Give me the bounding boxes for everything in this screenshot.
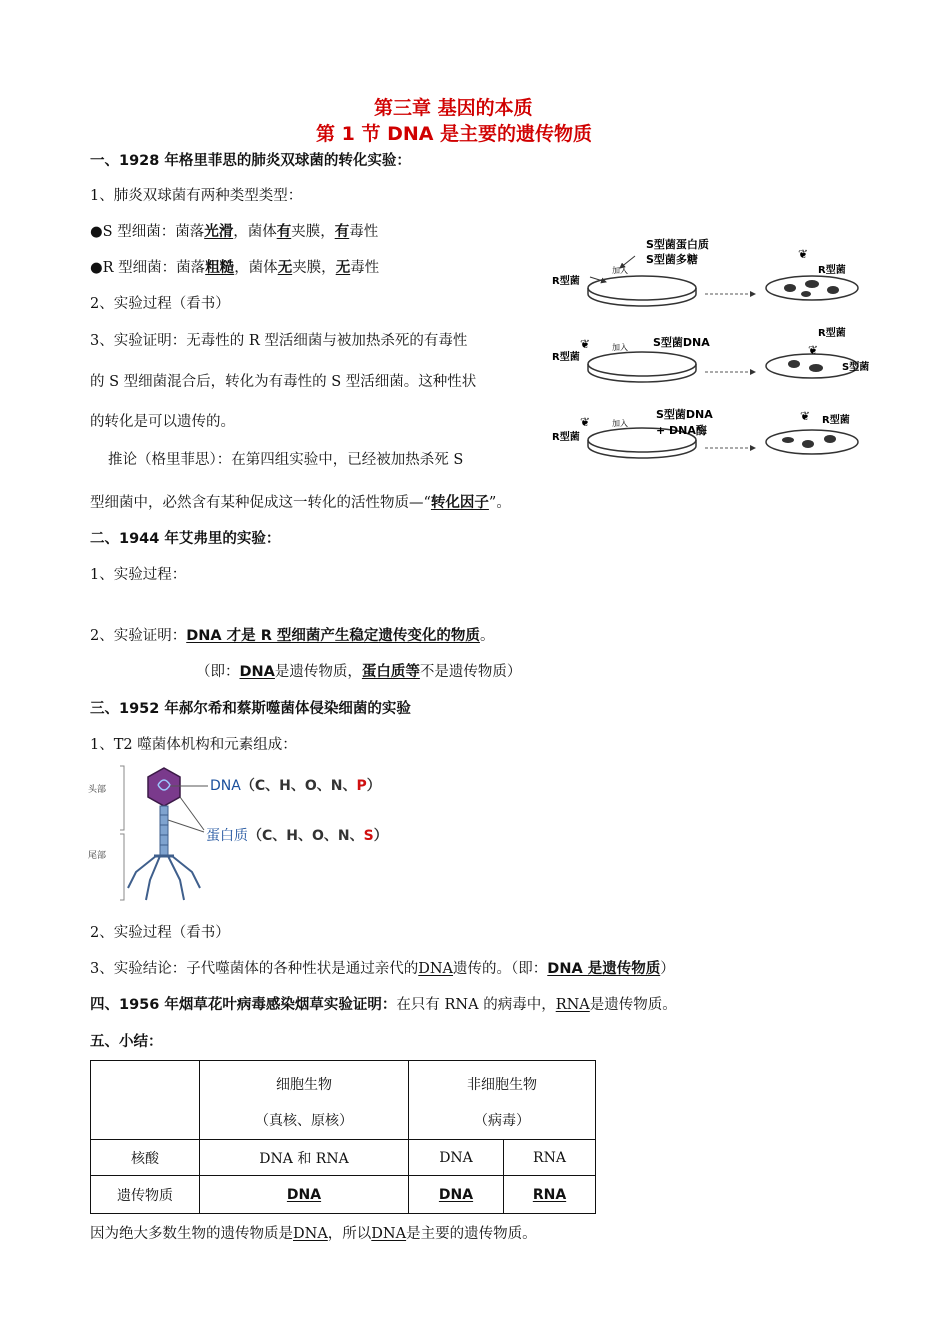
text: 是主要的遗传物质。 xyxy=(406,1226,537,1242)
text: ，菌体 xyxy=(234,260,278,276)
text: ，所以 xyxy=(327,1226,372,1242)
r-type-line xyxy=(90,256,379,277)
phage-tail xyxy=(160,806,168,856)
keyword: DNA xyxy=(293,1226,328,1242)
s2-line2 xyxy=(90,624,494,645)
header-cellular: 细胞生物 xyxy=(276,1077,332,1093)
row2-result2: S型菌 xyxy=(842,362,870,373)
header-cellular-sub: （真核、原核） xyxy=(255,1113,353,1129)
table-cell: RNA xyxy=(504,1140,596,1176)
s3-line2: 2、实验过程（看书） xyxy=(90,925,230,941)
row2-result1: R型菌 xyxy=(818,328,846,339)
bacteria-icon: ❦ xyxy=(800,409,811,423)
paren: ） xyxy=(373,828,388,844)
s5-heading: 五、小结： xyxy=(90,1034,163,1050)
s3-line3 xyxy=(90,957,675,978)
text: 夹膜， xyxy=(292,260,336,276)
s1-line3a: 3、实验证明：无毒性的 R 型活细菌与被加热杀死的有毒性 xyxy=(90,333,468,349)
bacteria-icon: ❦ xyxy=(798,247,809,261)
s1-line3b: 的 S 型细菌混合后，转化为有毒性的 S 型活细菌。这种性状 xyxy=(90,374,477,390)
elements: （C、H、O、N、 xyxy=(248,828,364,844)
bacteria-icon: ❦ xyxy=(808,343,819,357)
keyword: DNA 才是 R 型细菌产生稳定遗传变化的物质 xyxy=(186,628,480,644)
row3-substance2: + DNA酶 xyxy=(656,424,707,437)
text: ●S 型细菌：菌落 xyxy=(90,224,205,240)
r-label: R型菌 xyxy=(552,352,580,363)
text: 因为绝大多数生物的遗传物质是 xyxy=(90,1226,293,1242)
s1-line2: 2、实验过程（看书） xyxy=(90,296,230,312)
keyword: DNA xyxy=(371,1226,407,1242)
elements: （C、H、O、N、 xyxy=(240,778,357,794)
s1-line1: 1、肺炎双球菌有两种类型类型： xyxy=(90,188,303,204)
keyword: 粗糙 xyxy=(205,260,235,276)
phage-head xyxy=(148,768,180,806)
text: 2、实验证明： xyxy=(90,628,187,644)
element-s: S xyxy=(363,828,374,844)
r-label: R型菌 xyxy=(552,276,580,287)
text: 是遗传物质。 xyxy=(589,997,677,1013)
chapter-title: 第三章 基因的本质 xyxy=(374,97,533,119)
paren: ） xyxy=(366,778,381,794)
bacteria-icon: ❦ xyxy=(580,415,591,429)
s4-heading: 四、1956 年烟草花叶病毒感染烟草实验证明： xyxy=(90,997,397,1013)
r-label: R型菌 xyxy=(552,432,580,443)
s-type-line xyxy=(90,220,378,241)
text: ●R 型细菌：菌落 xyxy=(90,260,206,276)
keyword: DNA xyxy=(286,1186,322,1203)
s2-line3 xyxy=(196,660,521,681)
text: ”。 xyxy=(488,495,511,511)
griffith-experiment-figure xyxy=(550,236,880,468)
protein-composition xyxy=(206,828,388,844)
add-label: 加入 xyxy=(612,419,628,428)
keyword: 光滑 xyxy=(204,224,234,240)
text: 是遗传物质， xyxy=(274,664,362,680)
table-row xyxy=(91,1140,596,1176)
inference-line2 xyxy=(90,491,511,512)
dna-composition xyxy=(210,778,381,794)
final-line xyxy=(90,1222,537,1243)
add-label: 加入 xyxy=(612,343,628,352)
row2 xyxy=(552,326,869,382)
bacteria-icon: ❦ xyxy=(580,337,591,351)
row1-substance: S型菌蛋白质 xyxy=(646,238,709,251)
table-header-cell xyxy=(409,1061,596,1140)
s4-line xyxy=(90,993,677,1014)
element-p: P xyxy=(356,778,367,794)
s1-line3c: 的转化是可以遗传的。 xyxy=(90,414,235,430)
text: 夹膜， xyxy=(291,224,335,240)
keyword: 有 xyxy=(334,224,350,240)
text: ） xyxy=(660,961,675,977)
text: ，菌体 xyxy=(233,224,277,240)
keyword: RNA xyxy=(532,1186,567,1203)
keyword: 无 xyxy=(335,260,351,276)
row2-substance: S型菌DNA xyxy=(653,336,710,349)
summary-table xyxy=(90,1060,596,1214)
table-cell: 核酸 xyxy=(91,1140,200,1176)
row1-result: R型菌 xyxy=(818,265,846,276)
text: 。 xyxy=(479,628,495,644)
table-header-cell xyxy=(200,1061,409,1140)
table-cell: DNA xyxy=(409,1140,504,1176)
dna-label: DNA xyxy=(210,778,241,794)
keyword: DNA xyxy=(438,1186,474,1203)
add-label: 加入 xyxy=(612,266,628,275)
table-cell xyxy=(504,1176,596,1214)
row1-substance2: S型菌多糖 xyxy=(646,253,698,266)
keyword: DNA 是遗传物质 xyxy=(547,961,661,977)
keyword: DNA xyxy=(239,664,275,680)
text: 不是遗传物质） xyxy=(419,664,522,680)
keyword: RNA xyxy=(555,997,590,1013)
row3-substance: S型菌DNA xyxy=(656,408,713,421)
keyword: 有 xyxy=(276,224,292,240)
text: 遗传的。（即： xyxy=(453,961,548,977)
table-header-row xyxy=(91,1061,596,1140)
keyword: 无 xyxy=(277,260,293,276)
text: 毒性 xyxy=(349,224,379,240)
inference-line1: 推论（格里菲思）：在第四组实验中，已经被加热杀死 S xyxy=(108,452,464,468)
s3-line1: 1、T2 噬菌体机构和元素组成： xyxy=(90,737,297,753)
text: （即： xyxy=(196,664,240,680)
header-noncellular: 非细胞生物 xyxy=(467,1077,537,1093)
table-cell: DNA 和 RNA xyxy=(200,1140,409,1176)
s3-heading: 三、1952 年郝尔希和蔡斯噬菌体侵染细菌的实验 xyxy=(90,701,411,717)
text: 在只有 RNA 的病毒中， xyxy=(396,997,556,1013)
head-label: 头部 xyxy=(88,785,107,795)
table-row xyxy=(91,1176,596,1214)
table-cell: 遗传物质 xyxy=(91,1176,200,1214)
row3 xyxy=(552,407,858,458)
petri-dish xyxy=(588,276,696,300)
table-cell xyxy=(409,1176,504,1214)
phage-figure xyxy=(88,760,398,906)
protein-label: 蛋白质 xyxy=(206,828,248,844)
header-noncellular-sub: （病毒） xyxy=(474,1113,530,1129)
s2-line1: 1、实验过程： xyxy=(90,567,187,583)
keyword: 蛋白质等 xyxy=(361,664,420,680)
row3-result: R型菌 xyxy=(822,415,850,426)
table-cell xyxy=(200,1176,409,1214)
text: 3、实验结论：子代噬菌体的各种性状是通过亲代的 xyxy=(90,961,419,977)
row1 xyxy=(552,237,858,306)
keyword: 转化因子 xyxy=(430,495,489,511)
s2-heading: 二、1944 年艾弗里的实验： xyxy=(90,531,281,547)
tail-label: 尾部 xyxy=(88,851,107,861)
table-cell-empty xyxy=(91,1061,200,1140)
text: 型细菌中，必然含有某种促成这一转化的活性物质—“ xyxy=(90,495,431,511)
section-title: 第 1 节 DNA 是主要的遗传物质 xyxy=(316,123,593,145)
text: 毒性 xyxy=(350,260,380,276)
s1-heading: 一、1928 年格里菲思的肺炎双球菌的转化实验： xyxy=(90,153,411,169)
keyword: DNA xyxy=(418,961,454,977)
